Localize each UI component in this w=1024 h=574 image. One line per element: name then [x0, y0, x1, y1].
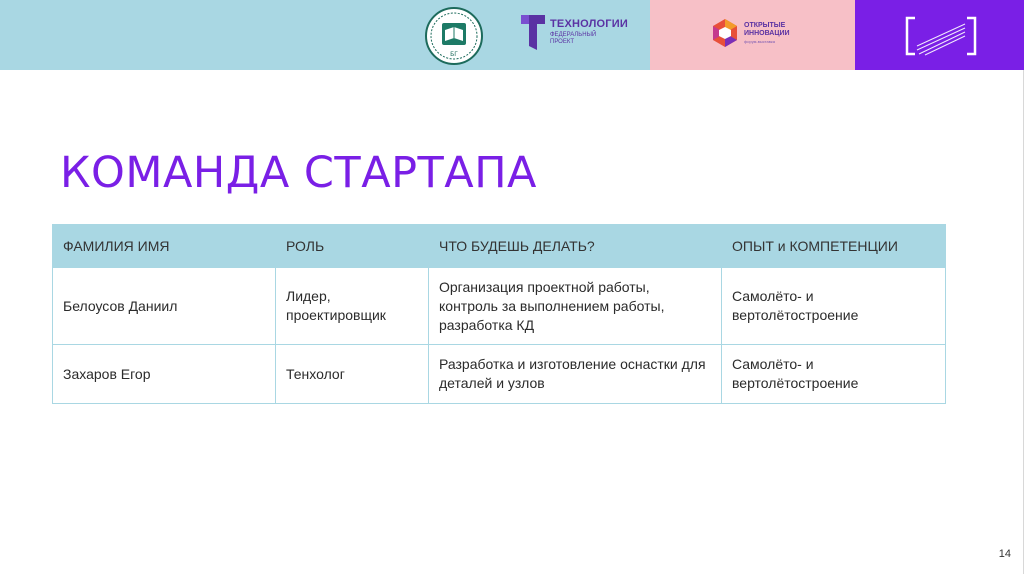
table-row — [53, 345, 946, 404]
technologies-t-icon — [520, 12, 546, 52]
logo-band — [0, 0, 1024, 70]
cell-experience: Самолёто- и вертолётостроение — [722, 268, 946, 345]
column-header-role: РОЛЬ — [276, 225, 429, 268]
technologies-logo — [520, 12, 628, 52]
column-header-experience: ОПЫТ и КОМПЕТЕНЦИИ — [722, 225, 946, 268]
cell-role: Тенхолог — [276, 345, 429, 404]
university-emblem-icon — [424, 6, 484, 66]
logo-band-purple — [855, 0, 1024, 70]
university-emblem-text: БГ — [450, 51, 458, 58]
cell-role: Лидер, проектировщик — [276, 268, 429, 345]
cell-task: Организация проектной работы, контроль за выполнением работы, разработка КД — [429, 268, 722, 345]
cell-name: Захаров Егор — [53, 345, 276, 404]
technologies-subtitle: ФЕДЕРАЛЬНЫЙ ПРОЕКТ — [550, 31, 597, 45]
table-row — [53, 268, 946, 345]
slide-title: КОМАНДА СТАРТАПА — [60, 148, 537, 198]
logo-band-blue — [0, 0, 650, 70]
column-header-task: ЧТО БУДЕШЬ ДЕЛАТЬ? — [429, 225, 722, 268]
innovations-title-line1: ОТКРЫТЫЕ — [744, 22, 786, 29]
cell-experience: Самолёто- и вертолётостроение — [722, 345, 946, 404]
page-number: 14 — [998, 548, 1011, 560]
innovations-subtitle: форум-выставка — [744, 39, 775, 44]
technologies-title: ТЕХНОЛОГИИ — [550, 17, 628, 30]
logo-band-pink — [650, 0, 855, 70]
table-header-row — [53, 225, 946, 268]
cell-name: Белоусов Даниил — [53, 268, 276, 345]
cell-task: Разработка и изготовление оснастки для деталей и узлов — [429, 345, 722, 404]
team-table — [52, 224, 946, 404]
innovations-logo — [710, 18, 790, 48]
column-header-name: ФАМИЛИЯ ИМЯ — [53, 225, 276, 268]
innovations-title-line2: ИННОВАЦИИ — [744, 30, 790, 37]
innovations-hexagon-icon — [710, 18, 740, 48]
platform-bracket-icon — [905, 12, 985, 60]
